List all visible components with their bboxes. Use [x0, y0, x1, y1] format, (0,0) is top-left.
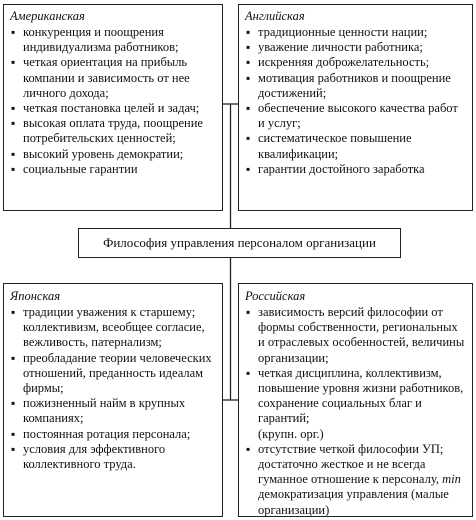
russian-philosophy-box — [238, 283, 473, 517]
russian-list — [245, 305, 466, 518]
list-item: ▪ условия для эффективного коллективного труда. — [10, 442, 216, 472]
list-item — [245, 442, 466, 518]
list-item: ▪ искренняя доброжелательность; — [245, 55, 466, 70]
list-item: ▪ уважение личности работника; — [245, 40, 466, 55]
list-item: ▪ традиционные ценности нации; — [245, 25, 466, 40]
japanese-title: Японская — [10, 289, 61, 303]
list-item: ▪ пожизненный найм в крупных компаниях; — [10, 396, 216, 426]
japanese-list — [10, 305, 216, 472]
central-concept-box — [78, 228, 401, 258]
list-item: ▪ традиции уважения к старшему; — [10, 305, 216, 320]
list-item: ▪ гарантии достойного заработка — [245, 162, 466, 177]
english-title: Английская — [245, 9, 305, 23]
list-item: ▪ четкая постановка целей и задач; — [10, 101, 216, 116]
list-item: ▪ высокий уровень демократии; — [10, 147, 216, 162]
list-item: ▪ постоянная ротация персонала; — [10, 427, 216, 442]
list-item: ▪ конкуренция и поощрения индивидуализма работников; — [10, 25, 216, 55]
list-item: ▪ высокая оплата труда, поощрение потребительских ценностей; — [10, 116, 216, 146]
central-concept-label: Философия управления персоналом организации — [103, 235, 376, 250]
list-item: ▪ социальные гарантии — [10, 162, 216, 177]
list-item: ▪ зависимость версий философии от формы собственности, региональных и отраслевых особенностей, величины организации; — [245, 305, 466, 366]
american-philosophy-box — [3, 4, 223, 211]
japanese-philosophy-box — [3, 283, 223, 517]
american-title: Американская — [10, 9, 85, 23]
list-item: ▪ четкая дисциплина, коллективизм, повышение уровня жизни работников, сохранение социальных благ и гарантий; — [245, 366, 466, 427]
list-item: (крупн. орг.) — [258, 426, 324, 441]
list-item-italic: min — [442, 472, 461, 487]
list-item-text: отсутствие четкой философии УП; достаточно жесткое и не всегда гуманное отношение к персоналу, — [258, 441, 444, 487]
english-philosophy-box — [238, 4, 473, 211]
american-list — [10, 25, 216, 177]
list-item: ▪ систематическое повышение квалификации; — [245, 131, 466, 161]
list-item-text: демократизация управления (малые организации) — [258, 487, 449, 517]
list-item: ▪ преобладание теории человеческих отношений, преданность идеалам фирмы; — [10, 351, 216, 397]
russian-title: Российская — [245, 289, 306, 303]
english-list — [245, 25, 466, 177]
list-item: ▪ обеспечение высокого качества работ и услуг; — [245, 101, 466, 131]
list-item: ▪ мотивация работников и поощрение достижений; — [245, 71, 466, 101]
list-item: коллективизм, всеобщее согласие, вежливость, патернализм; — [23, 320, 205, 350]
list-item: ▪ четкая ориентация на прибыль компании и зависимость от нее личного дохода; — [10, 55, 216, 101]
